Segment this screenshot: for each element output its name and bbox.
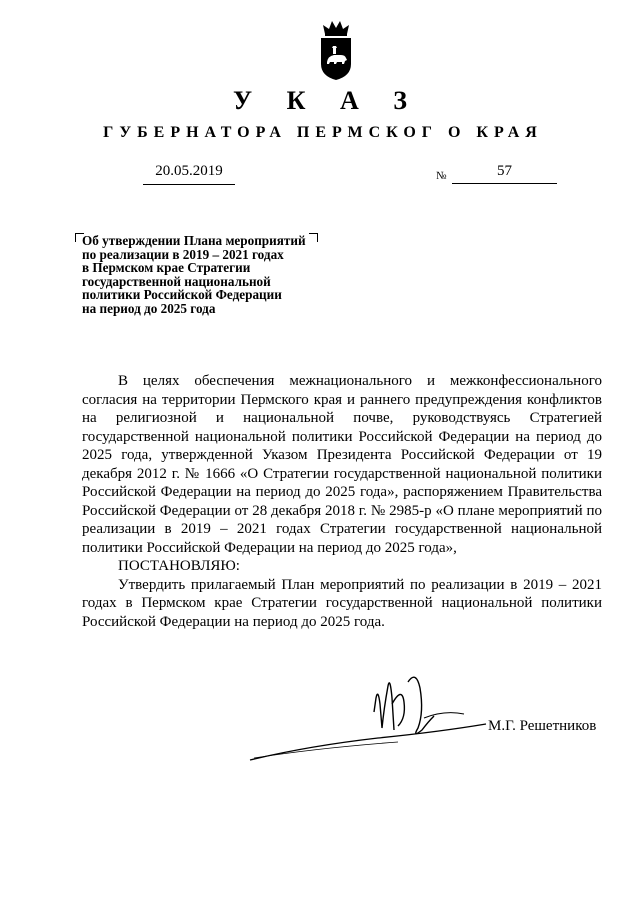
date-underline (143, 184, 235, 185)
heading-line: в Пермском крае Стратегии (82, 260, 251, 276)
number-sign: № (436, 170, 447, 182)
heading-line: по реализации в 2019 – 2021 годах (82, 246, 284, 262)
decree-heading (82, 234, 372, 316)
coat-of-arms-emblem (315, 18, 357, 82)
signer-name: М.Г. Решетников (488, 718, 597, 734)
decree-body (82, 372, 602, 631)
number-underline (452, 183, 557, 184)
decree-date: 20.05.2019 (155, 163, 223, 179)
document-title: У К А З (233, 86, 421, 115)
handwritten-signature (248, 668, 488, 768)
preamble-paragraph: В целях обеспечения межнационального и межконфессионального согласия на территории Пермского края и раннего предупреждения конфликтов на религиозной и национальной почве, руководствуясь Стратегией государственной национальной политики Российской Федерации на период до 2025 года, утвержденной Указом Президента Российской Федерации от 19 декабря 2012 г. № 1666 «О Стратегии государственной национальной политики Российской Федерации на период до 2025 года», распоряжением Правительства Российской Федерации от 28 декабря 2018 г. № 2985-р «О плане мероприятий по реализации в 2019 – 2021 годах Стратегии государственной национальной политики Российской Федерации на период до 2025 года», (82, 373, 602, 556)
heading-line: политики Российской Федерации (82, 287, 282, 303)
heading-line: на период до 2025 года (82, 300, 216, 316)
heading-line: государственной национальной (82, 273, 271, 289)
decree-number: 57 (497, 163, 512, 179)
resolution-paragraph: Утвердить прилагаемый План мероприятий по реализации в 2019 – 2021 годах в Пермском крае Стратегии государственной национальной политики Российской Федерации на период до 2025 года. (82, 576, 602, 630)
decree-word: ПОСТАНОВЛЯЮ: (118, 558, 240, 574)
issuer-subtitle: ГУБЕРНАТОРА ПЕРМСКОГ О КРАЯ (103, 124, 543, 141)
heading-line: Об утверждении Плана мероприятий (82, 233, 306, 248)
